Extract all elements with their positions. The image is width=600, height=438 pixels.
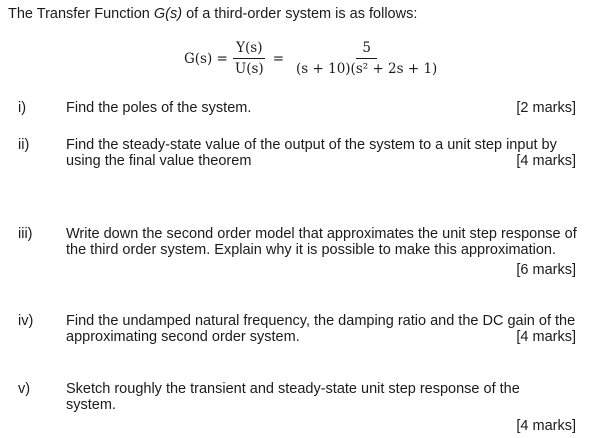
question-4-number: iv)	[18, 313, 34, 329]
question-2-number: ii)	[18, 137, 30, 153]
question-1-marks: [2 marks]	[516, 100, 576, 116]
equation-equals: =	[272, 50, 285, 67]
question-3-text: Write down the second order model that approximates the unit step response of the third order system. Explain why it is possible to make this approximation.	[66, 226, 577, 258]
fraction-denominator-poles: (s + 10)(s² + 2s + 1)	[296, 61, 438, 77]
question-4-marks: [4 marks]	[516, 329, 576, 345]
intro-text	[8, 6, 417, 22]
question-5-text: Sketch roughly the transient and steady-state unit step response of the system.	[66, 381, 520, 413]
intro-after: of a third-order system is as follows:	[182, 6, 418, 22]
question-3-marks: [6 marks]	[516, 262, 576, 278]
intro-before: The Transfer Function	[8, 6, 154, 22]
question-5-number: v)	[18, 381, 31, 397]
question-5-marks: [4 marks]	[516, 418, 576, 434]
fraction-numerator-gain: 5	[356, 40, 377, 59]
equation-fraction-output-input	[232, 40, 267, 77]
fraction-numerator-output: Y(s)	[233, 40, 265, 59]
transfer-function-equation	[184, 40, 447, 77]
question-3-number: iii)	[18, 226, 33, 242]
fraction-denominator-input: U(s)	[234, 61, 264, 77]
question-4-text: Find the undamped natural frequency, the damping ratio and the DC gain of the approximating second order system.	[66, 313, 576, 345]
equation-lhs: G(s) =	[184, 50, 228, 67]
question-2-marks: [4 marks]	[516, 153, 576, 169]
intro-function: G(s)	[153, 6, 183, 22]
question-2-text: Find the steady-state value of the output of the system to a unit step input by using the final value theorem	[66, 137, 557, 169]
question-1-number: i)	[18, 100, 27, 116]
equation-fraction-expression	[290, 40, 443, 77]
question-1-text: Find the poles of the system.	[66, 100, 252, 116]
